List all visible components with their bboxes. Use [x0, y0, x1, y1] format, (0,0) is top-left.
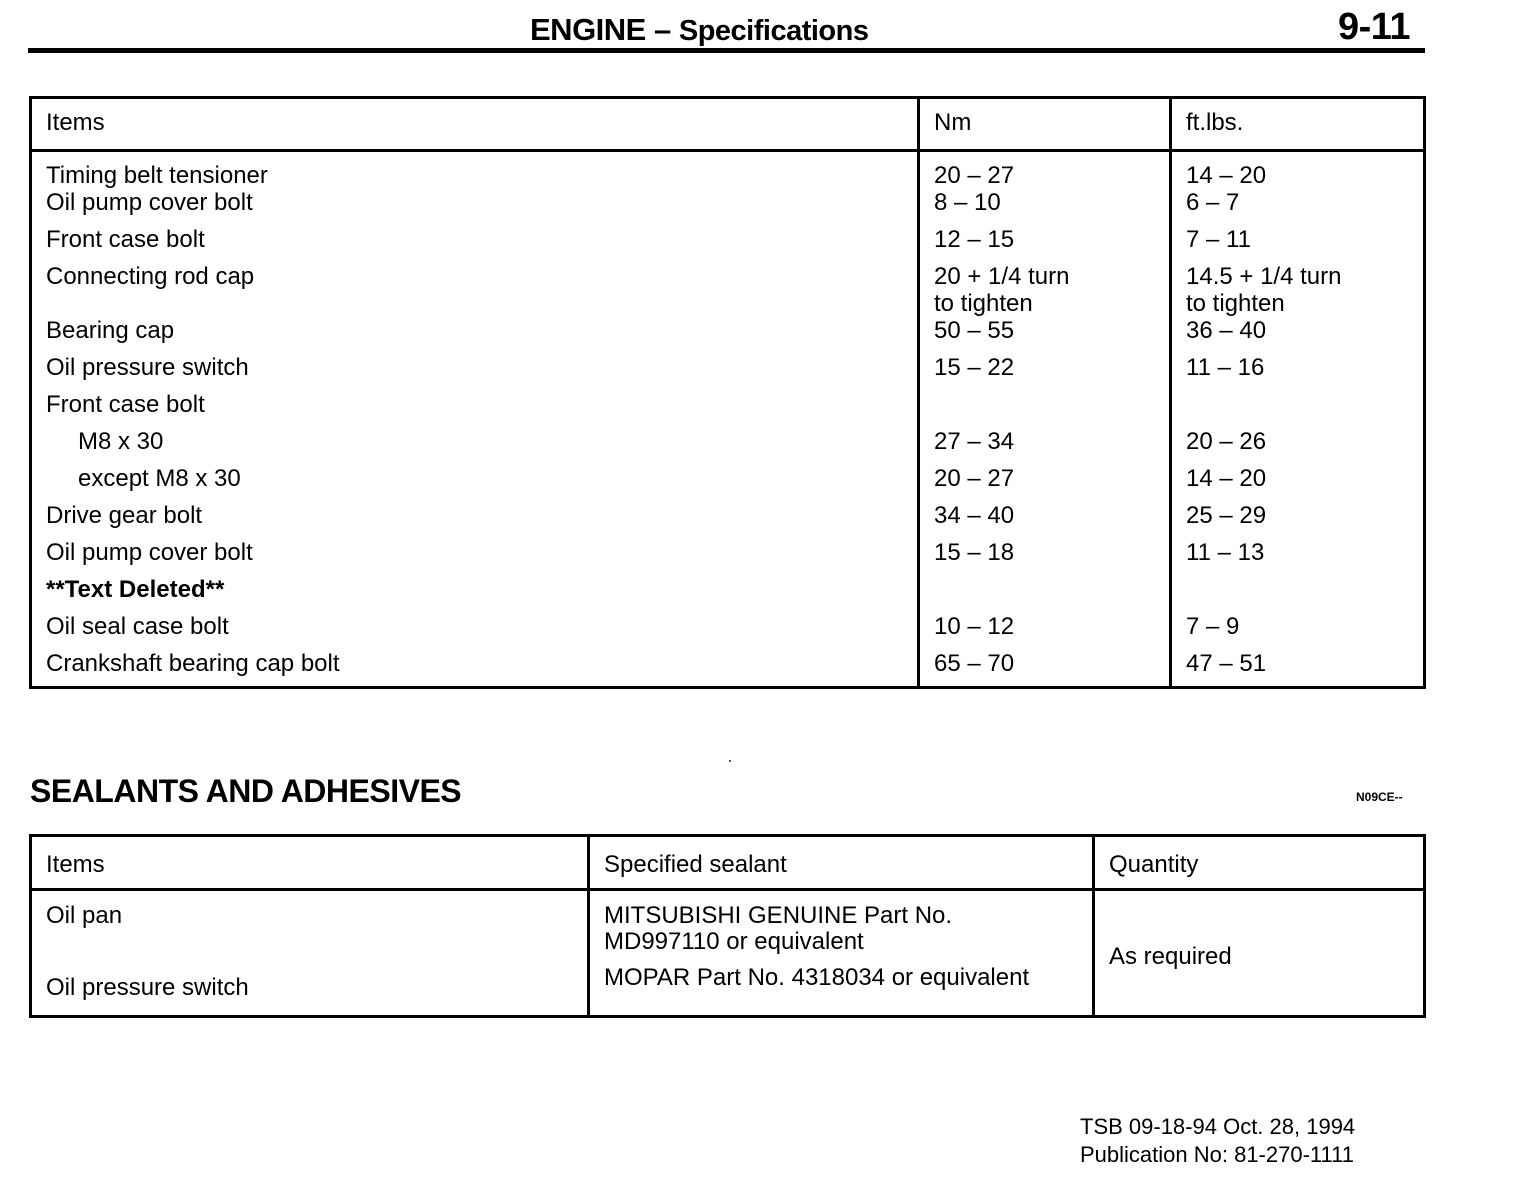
ftlbs-cell: 7 – 11 — [1171, 226, 1425, 263]
ftlbs-cell: 11 – 16 — [1171, 354, 1425, 391]
title-sub: Specifications — [678, 15, 869, 47]
table-row — [31, 650, 1425, 687]
sealant-items-cell — [31, 890, 589, 1017]
table-row — [31, 263, 1425, 317]
item-cell — [31, 650, 919, 687]
item-cell — [31, 391, 919, 428]
item-label: Drive gear bolt — [46, 502, 203, 529]
table-row — [31, 189, 1425, 226]
ftlbs-cell: 14 – 20 — [1171, 151, 1425, 190]
item-cell — [31, 354, 919, 391]
ftlbs-cell: 14 – 20 — [1171, 465, 1425, 502]
table-row — [31, 151, 1425, 190]
item-cell — [31, 317, 919, 354]
quantity-cell: As required — [1094, 890, 1425, 1017]
nm-cell: 20 – 27 — [919, 151, 1171, 190]
nm-cell — [919, 576, 1171, 613]
nm-cell: 20 – 27 — [919, 465, 1171, 502]
torque-table-body — [31, 151, 1425, 688]
table-row — [31, 576, 1425, 613]
nm-cell: 65 – 70 — [919, 650, 1171, 687]
sealants-table — [29, 834, 1426, 1018]
item-cell — [31, 263, 919, 317]
table-row — [31, 890, 1425, 1017]
nm-cell: 10 – 12 — [919, 613, 1171, 650]
footer — [1080, 1113, 1355, 1169]
col-header-items: Items — [31, 98, 919, 151]
item-label: Timing belt tensioner — [46, 162, 268, 189]
table-row — [31, 391, 1425, 428]
scan-speck — [729, 760, 731, 762]
table-row — [31, 613, 1425, 650]
col-header-items: Items — [31, 836, 589, 890]
table-row — [31, 354, 1425, 391]
nm-cell: 15 – 18 — [919, 539, 1171, 576]
nm-cell: 20 + 1/4 turn to tighten — [919, 263, 1171, 317]
item-cell — [31, 189, 919, 226]
item-cell — [31, 576, 919, 613]
nm-cell: 27 – 34 — [919, 428, 1171, 465]
item-label: Connecting rod cap — [46, 263, 255, 290]
item-label: Oil pump cover bolt — [46, 539, 253, 566]
section-code: N09CE-- — [1356, 790, 1403, 804]
col-header-nm: Nm — [919, 98, 1171, 151]
item-label: except M8 x 30 — [78, 465, 241, 492]
publication-line: Publication No: 81-270-1111 — [1080, 1142, 1354, 1167]
item-cell — [31, 151, 919, 190]
item-label: Bearing cap — [46, 317, 175, 344]
item-cell — [31, 465, 919, 502]
torque-spec-table — [29, 96, 1426, 689]
nm-cell — [919, 391, 1171, 428]
item-cell — [31, 226, 919, 263]
ftlbs-cell — [1171, 576, 1425, 613]
table-row — [31, 539, 1425, 576]
ftlbs-cell: 25 – 29 — [1171, 502, 1425, 539]
table-row — [31, 226, 1425, 263]
title-dash: – — [653, 12, 671, 47]
sealant-item: Oil pan — [46, 902, 123, 929]
item-label: Front case bolt — [46, 226, 205, 253]
tsb-line: TSB 09-18-94 Oct. 28, 1994 — [1080, 1114, 1356, 1139]
ftlbs-cell: 14.5 + 1/4 turn to tighten — [1171, 263, 1425, 317]
item-label: Oil pressure switch — [46, 354, 249, 381]
ftlbs-cell — [1171, 391, 1425, 428]
item-cell — [31, 428, 919, 465]
table-row — [31, 465, 1425, 502]
ftlbs-cell: 6 – 7 — [1171, 189, 1425, 226]
col-header-sealant: Specified sealant — [589, 836, 1094, 890]
table-row — [31, 502, 1425, 539]
col-header-quantity: Quantity — [1094, 836, 1425, 890]
ftlbs-cell: 7 – 9 — [1171, 613, 1425, 650]
item-cell — [31, 539, 919, 576]
item-cell — [31, 502, 919, 539]
ftlbs-cell: 20 – 26 — [1171, 428, 1425, 465]
sealant-item: Oil pressure switch — [46, 974, 249, 1001]
item-label: Crankshaft bearing cap bolt — [46, 650, 340, 677]
item-label: Oil pump cover bolt — [46, 189, 253, 216]
page-number: 9-11 — [1338, 6, 1410, 48]
sealant-spec-cell — [589, 890, 1094, 1017]
table-row — [31, 317, 1425, 354]
col-header-ftlbs: ft.lbs. — [1171, 98, 1425, 151]
nm-cell: 12 – 15 — [919, 226, 1171, 263]
page-title — [530, 12, 868, 48]
ftlbs-cell: 47 – 51 — [1171, 650, 1425, 687]
title-main: ENGINE — [530, 12, 646, 47]
ftlbs-cell: 11 – 13 — [1171, 539, 1425, 576]
nm-cell: 15 – 22 — [919, 354, 1171, 391]
nm-cell: 34 – 40 — [919, 502, 1171, 539]
sealants-section-title: SEALANTS AND ADHESIVES — [30, 773, 462, 809]
item-label: **Text Deleted** — [46, 576, 225, 603]
item-cell — [31, 613, 919, 650]
sealant-spec: MOPAR Part No. 4318034 or equivalent — [604, 964, 1030, 991]
sealant-spec: MITSUBISHI GENUINE Part No. MD997110 or equivalent — [604, 902, 953, 955]
nm-cell: 8 – 10 — [919, 189, 1171, 226]
item-label: M8 x 30 — [78, 428, 164, 455]
ftlbs-cell: 36 – 40 — [1171, 317, 1425, 354]
nm-cell: 50 – 55 — [919, 317, 1171, 354]
header-rule — [28, 48, 1425, 53]
item-label: Oil seal case bolt — [46, 613, 229, 640]
item-label: Front case bolt — [46, 391, 205, 418]
table-row — [31, 428, 1425, 465]
